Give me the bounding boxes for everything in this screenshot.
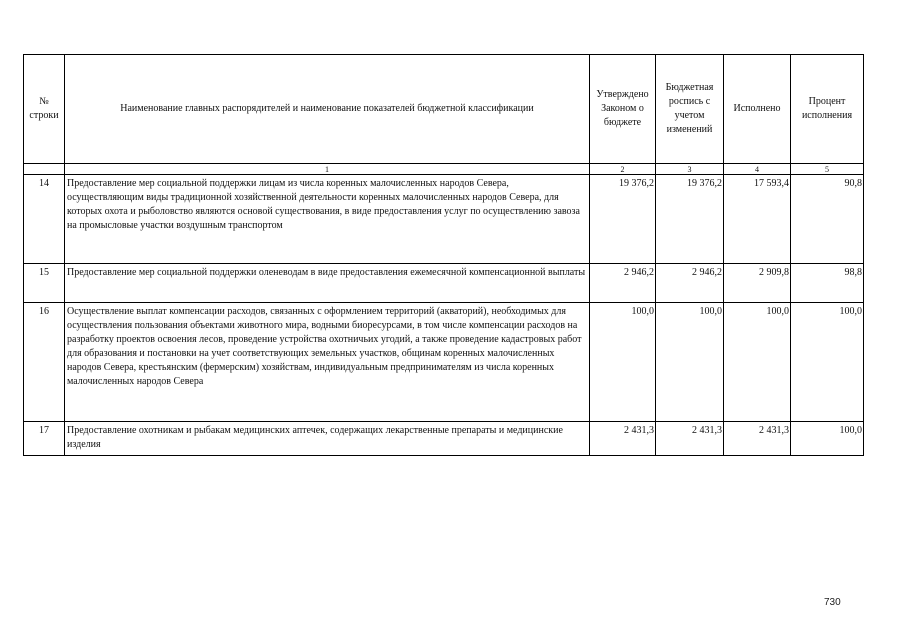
column-number: 5 <box>791 164 864 175</box>
table-row <box>24 422 864 456</box>
header-approved: Утверждено Законом о бюджете <box>590 55 656 164</box>
column-number: 2 <box>590 164 656 175</box>
column-number: 1 <box>65 164 590 175</box>
row-number: 14 <box>24 175 65 264</box>
row-budget-list: 19 376,2 <box>656 175 724 264</box>
row-name: Осуществление выплат компенсации расходов, связанных с оформлением территорий (акваторий), необходимых для осуществления пользования объектами животного мира, водными биоресурсами, в том числе компенсации расходов на разработку проектов освоения лесов, проведение устройства охотничьих угодий, а также проведение кадастровых работ для образования и постановки на учет соответствующих земельных участков, общинам коренных малочисленных народов Севера, крестьянским (фермерским) хозяйствам, индивидуальным предпринимателям из числа коренных малочисленных народов Севера <box>65 303 590 422</box>
row-percent: 100,0 <box>791 422 864 456</box>
row-number: 16 <box>24 303 65 422</box>
budget-execution-table <box>23 54 864 456</box>
row-percent: 100,0 <box>791 303 864 422</box>
row-executed: 2 909,8 <box>724 264 791 303</box>
row-approved: 2 946,2 <box>590 264 656 303</box>
column-number: 4 <box>724 164 791 175</box>
row-approved: 19 376,2 <box>590 175 656 264</box>
row-percent: 98,8 <box>791 264 864 303</box>
table-row <box>24 175 864 264</box>
row-executed: 17 593,4 <box>724 175 791 264</box>
table-row <box>24 264 864 303</box>
table-header-row <box>24 55 864 164</box>
header-row-number: № строки <box>24 55 65 164</box>
row-number: 17 <box>24 422 65 456</box>
row-name: Предоставление охотникам и рыбакам медицинских аптечек, содержащих лекарственные препараты и медицинские изделия <box>65 422 590 456</box>
row-budget-list: 100,0 <box>656 303 724 422</box>
column-number-row <box>24 164 864 175</box>
column-number: 3 <box>656 164 724 175</box>
column-number-blank <box>24 164 65 175</box>
row-executed: 100,0 <box>724 303 791 422</box>
row-number: 15 <box>24 264 65 303</box>
header-budget-list: Бюджетная роспись с учетом изменений <box>656 55 724 164</box>
row-budget-list: 2 946,2 <box>656 264 724 303</box>
row-name: Предоставление мер социальной поддержки лицам из числа коренных малочисленных народов Севера, осуществляющим виды традиционной хозяйственной деятельности коренных малочисленных народов Севера, для которых охота и рыболовство являются основой существования, в виде предоставления услуг по осуществлению завоза на промысловые участки воздушным транспортом <box>65 175 590 264</box>
row-approved: 100,0 <box>590 303 656 422</box>
table-row <box>24 303 864 422</box>
row-budget-list: 2 431,3 <box>656 422 724 456</box>
header-name: Наименование главных распорядителей и наименование показателей бюджетной классификации <box>65 55 590 164</box>
page-number: 730 <box>824 597 841 608</box>
row-name: Предоставление мер социальной поддержки оленеводам в виде предоставления ежемесячной компенсационной выплаты <box>65 264 590 303</box>
row-percent: 90,8 <box>791 175 864 264</box>
row-approved: 2 431,3 <box>590 422 656 456</box>
header-percent: Процент исполнения <box>791 55 864 164</box>
row-executed: 2 431,3 <box>724 422 791 456</box>
header-executed: Исполнено <box>724 55 791 164</box>
